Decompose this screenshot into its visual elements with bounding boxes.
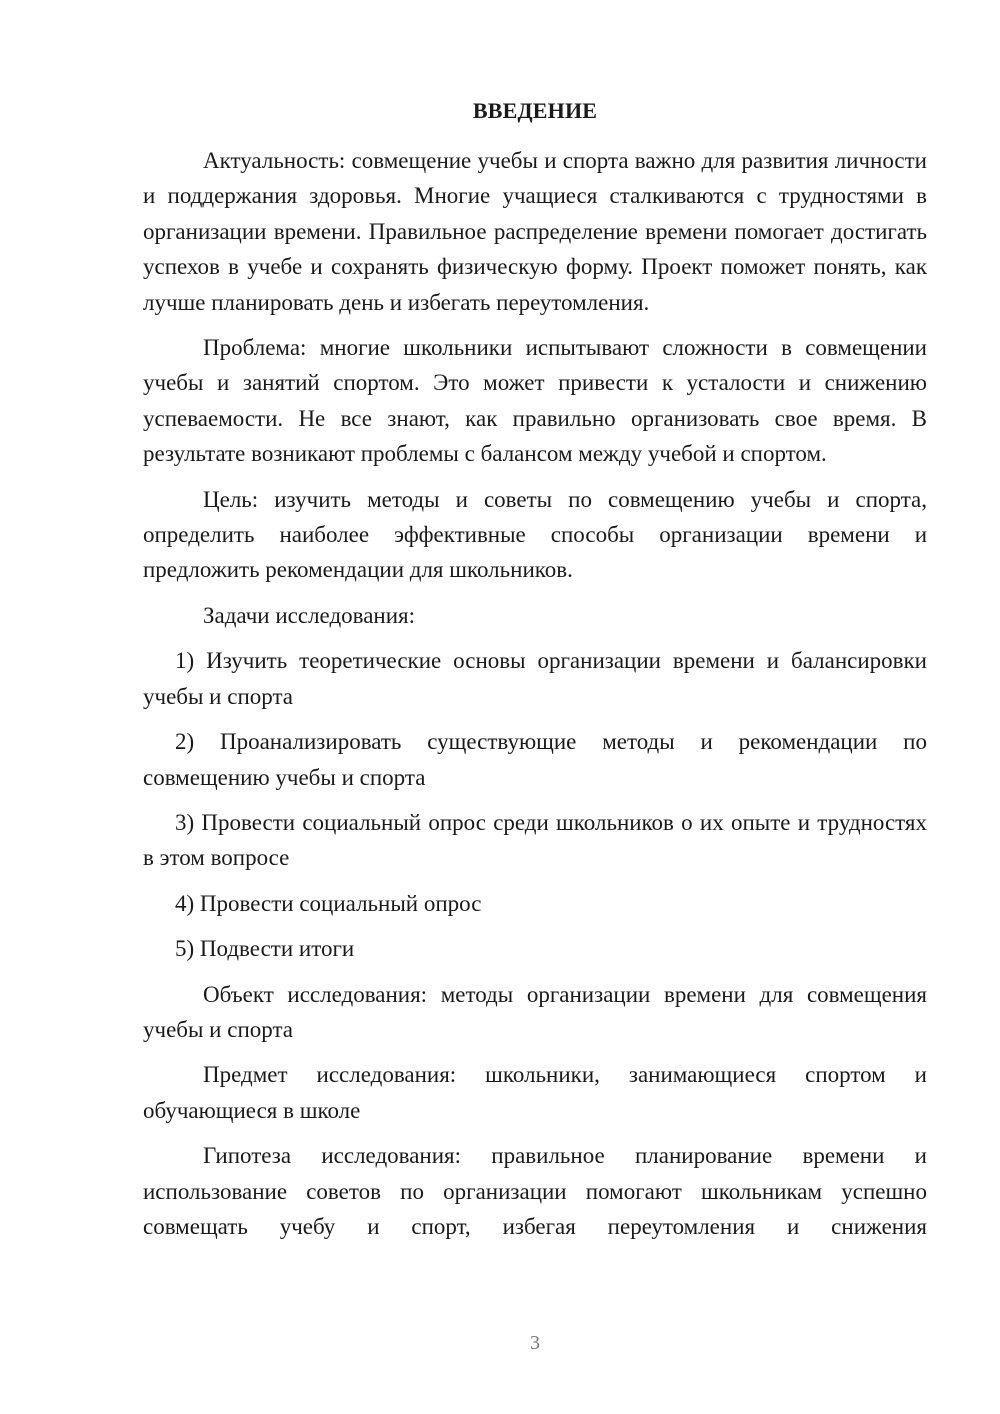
task-item-3: 3) Провести социальный опрос среди школьников о их опыте и трудностях в этом вопросе bbox=[143, 809, 927, 871]
task-item-1: 1) Изучить теоретические основы организации времени и балансировки учебы и спорта bbox=[143, 648, 927, 709]
page-title: ВВЕДЕНИЕ bbox=[472, 98, 598, 123]
task-item-5: 5) Подвести итоги bbox=[175, 936, 355, 962]
document-page bbox=[143, 0, 927, 1414]
paragraph-object: Объект исследования: методы организации времени для совмещения учебы и спорта bbox=[143, 981, 927, 1042]
paragraph-hypothesis: Гипотеза исследования: правильное планирование времени и использование советов по организации помогают школьникам успешно совмещать учебу и спорт, избегая переутомления и снижения bbox=[143, 1143, 927, 1239]
paragraph-problem: Проблема: многие школьники испытывают сложности в совмещении учебы и занятий спортом. Это может привести к усталости и снижению успеваемости. Не все знают, как правильно организовать свое время. В результате возникают проблемы с балансом между учебой и спортом. bbox=[143, 335, 927, 467]
page-number: 3 bbox=[530, 1332, 540, 1354]
paragraph-subject: Предмет исследования: школьники, занимающиеся спортом и обучающиеся в школе bbox=[143, 1062, 927, 1123]
task-item-4: 4) Провести социальный опрос bbox=[175, 890, 482, 916]
paragraph-goal: Цель: изучить методы и советы по совмещению учебы и спорта, определить наиболее эффективные способы организации времени и предложить рекомендации для школьников. bbox=[143, 486, 927, 583]
paragraph-relevance: Актуальность: совмещение учебы и спорта важно для развития личности и поддержания здоровья. Многие учащиеся сталкиваются с трудностями в организации времени. Правильное распределение времени помогает достигать успехов в учебе и сохранять физическую форму. Проект поможет понять, как лучше планировать день и избегать переутомления. bbox=[143, 148, 927, 315]
paragraph-tasks-heading: Задачи исследования: bbox=[203, 602, 416, 628]
task-item-2: 2) Проанализировать существующие методы и рекомендации по совмещению учебы и спорта bbox=[143, 729, 927, 790]
document-body bbox=[143, 143, 927, 1244]
